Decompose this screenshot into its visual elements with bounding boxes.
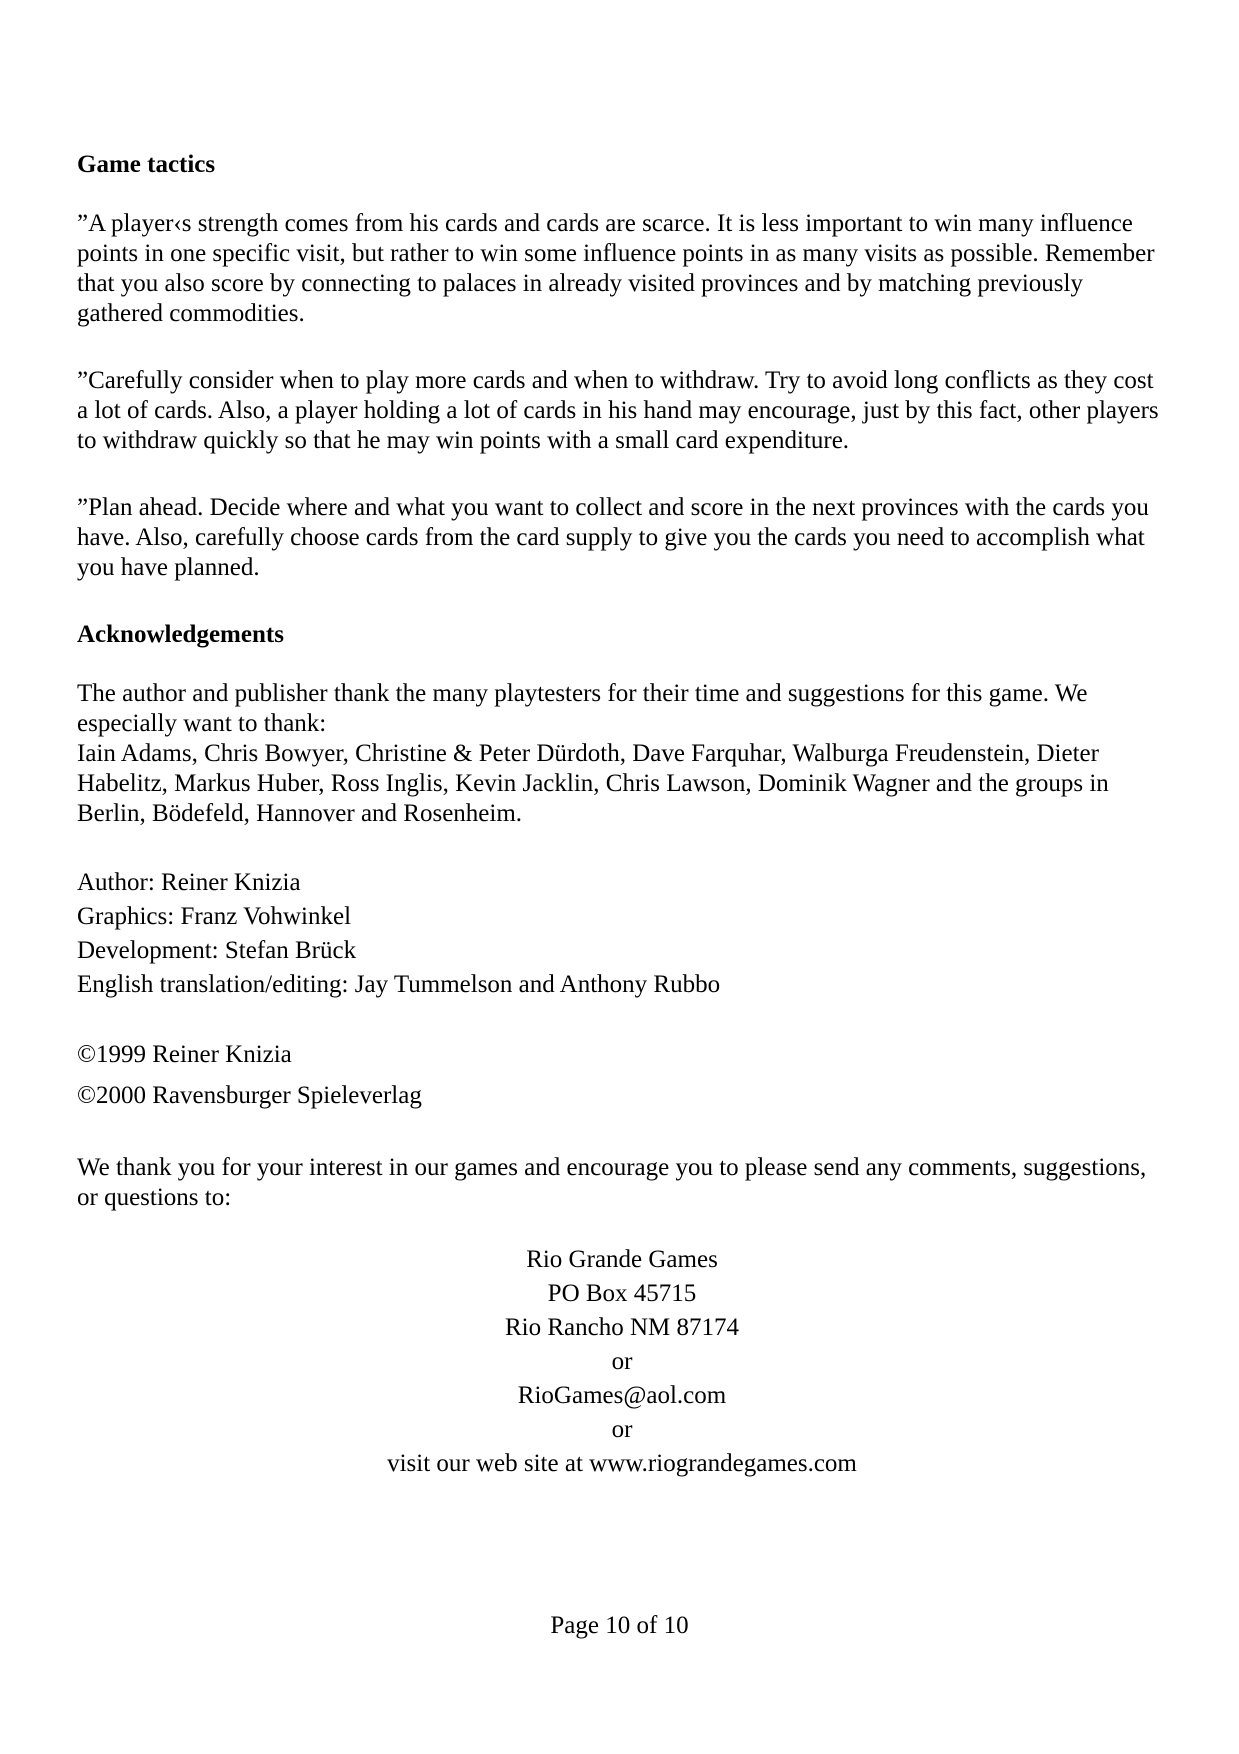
contact-address xyxy=(77,1243,1167,1481)
copyright-text: 1999 Reiner Knizia xyxy=(96,1041,292,1068)
tactics-paragraph-3: ”Plan ahead. Decide where and what you want to collect and score in the next provinces with the cards you have. Also, carefully choose cards from the card supply to give you the cards you need to accomplish what you have planned. xyxy=(77,494,1149,581)
acknowledgements-intro: The author and publisher thank the many playtesters for their time and suggestions for this game. We especially want to thank: xyxy=(77,680,1088,737)
company-name: Rio Grande Games xyxy=(526,1246,718,1273)
copyright-text: 2000 Ravensburger Spieleverlag xyxy=(96,1082,422,1109)
city-line: Rio Rancho NM 87174 xyxy=(504,1314,740,1341)
credit-graphics: Graphics: Franz Vohwinkel xyxy=(77,903,352,930)
game-tactics-heading: Game tactics xyxy=(77,151,216,178)
or-separator: or xyxy=(611,1348,633,1375)
copyright-symbol: © xyxy=(77,1082,96,1109)
contact-intro: We thank you for your interest in our games and encourage you to please send any comments, suggestions, or questions to: xyxy=(77,1154,1147,1211)
page-number: Page 10 of 10 xyxy=(550,1612,689,1639)
copyright-symbol: © xyxy=(77,1041,96,1068)
credit-author: Author: Reiner Knizia xyxy=(77,869,301,896)
credit-translation: English translation/editing: Jay Tummelson and Anthony Rubbo xyxy=(77,971,721,998)
email-address: RioGames@aol.com xyxy=(517,1382,727,1409)
tactics-paragraph-2: ”Carefully consider when to play more cards and when to withdraw. Try to avoid long conflicts as they cost a lot of cards. Also, a player holding a lot of cards in his hand may encourage, just by this fact, other players to withdraw quickly so that he may win points with a small card expenditure. xyxy=(77,367,1159,454)
copyright-block xyxy=(77,1034,1167,1116)
page-content xyxy=(77,150,1167,1481)
credit-development: Development: Stefan Brück xyxy=(77,937,357,964)
or-separator: or xyxy=(611,1416,633,1443)
playtester-names: Iain Adams, Chris Bowyer, Christine & Peter Dürdoth, Dave Farquhar, Walburga Freudenstein, Dieter Habelitz, Markus Huber, Ross Inglis, Kevin Jacklin, Chris Lawson, Dominik Wagner and the groups in Berlin, Bödefeld, Hannover and Rosenheim. xyxy=(77,740,1109,827)
copyright-line xyxy=(77,1034,1167,1075)
credits-block xyxy=(77,866,1167,1002)
po-box: PO Box 45715 xyxy=(547,1280,697,1307)
tactics-paragraph-1: ”A player‹s strength comes from his cards and cards are scarce. It is less important to win many influence points in one specific visit, but rather to win some influence points in as many visits as possible. Remember that you also score by connecting to palaces in already visited provinces and by matching previously gathered commodities. xyxy=(77,210,1155,327)
website-line: visit our web site at www.riograndegames.com xyxy=(387,1450,857,1477)
copyright-line xyxy=(77,1075,1167,1116)
acknowledgements-heading: Acknowledgements xyxy=(77,621,284,648)
